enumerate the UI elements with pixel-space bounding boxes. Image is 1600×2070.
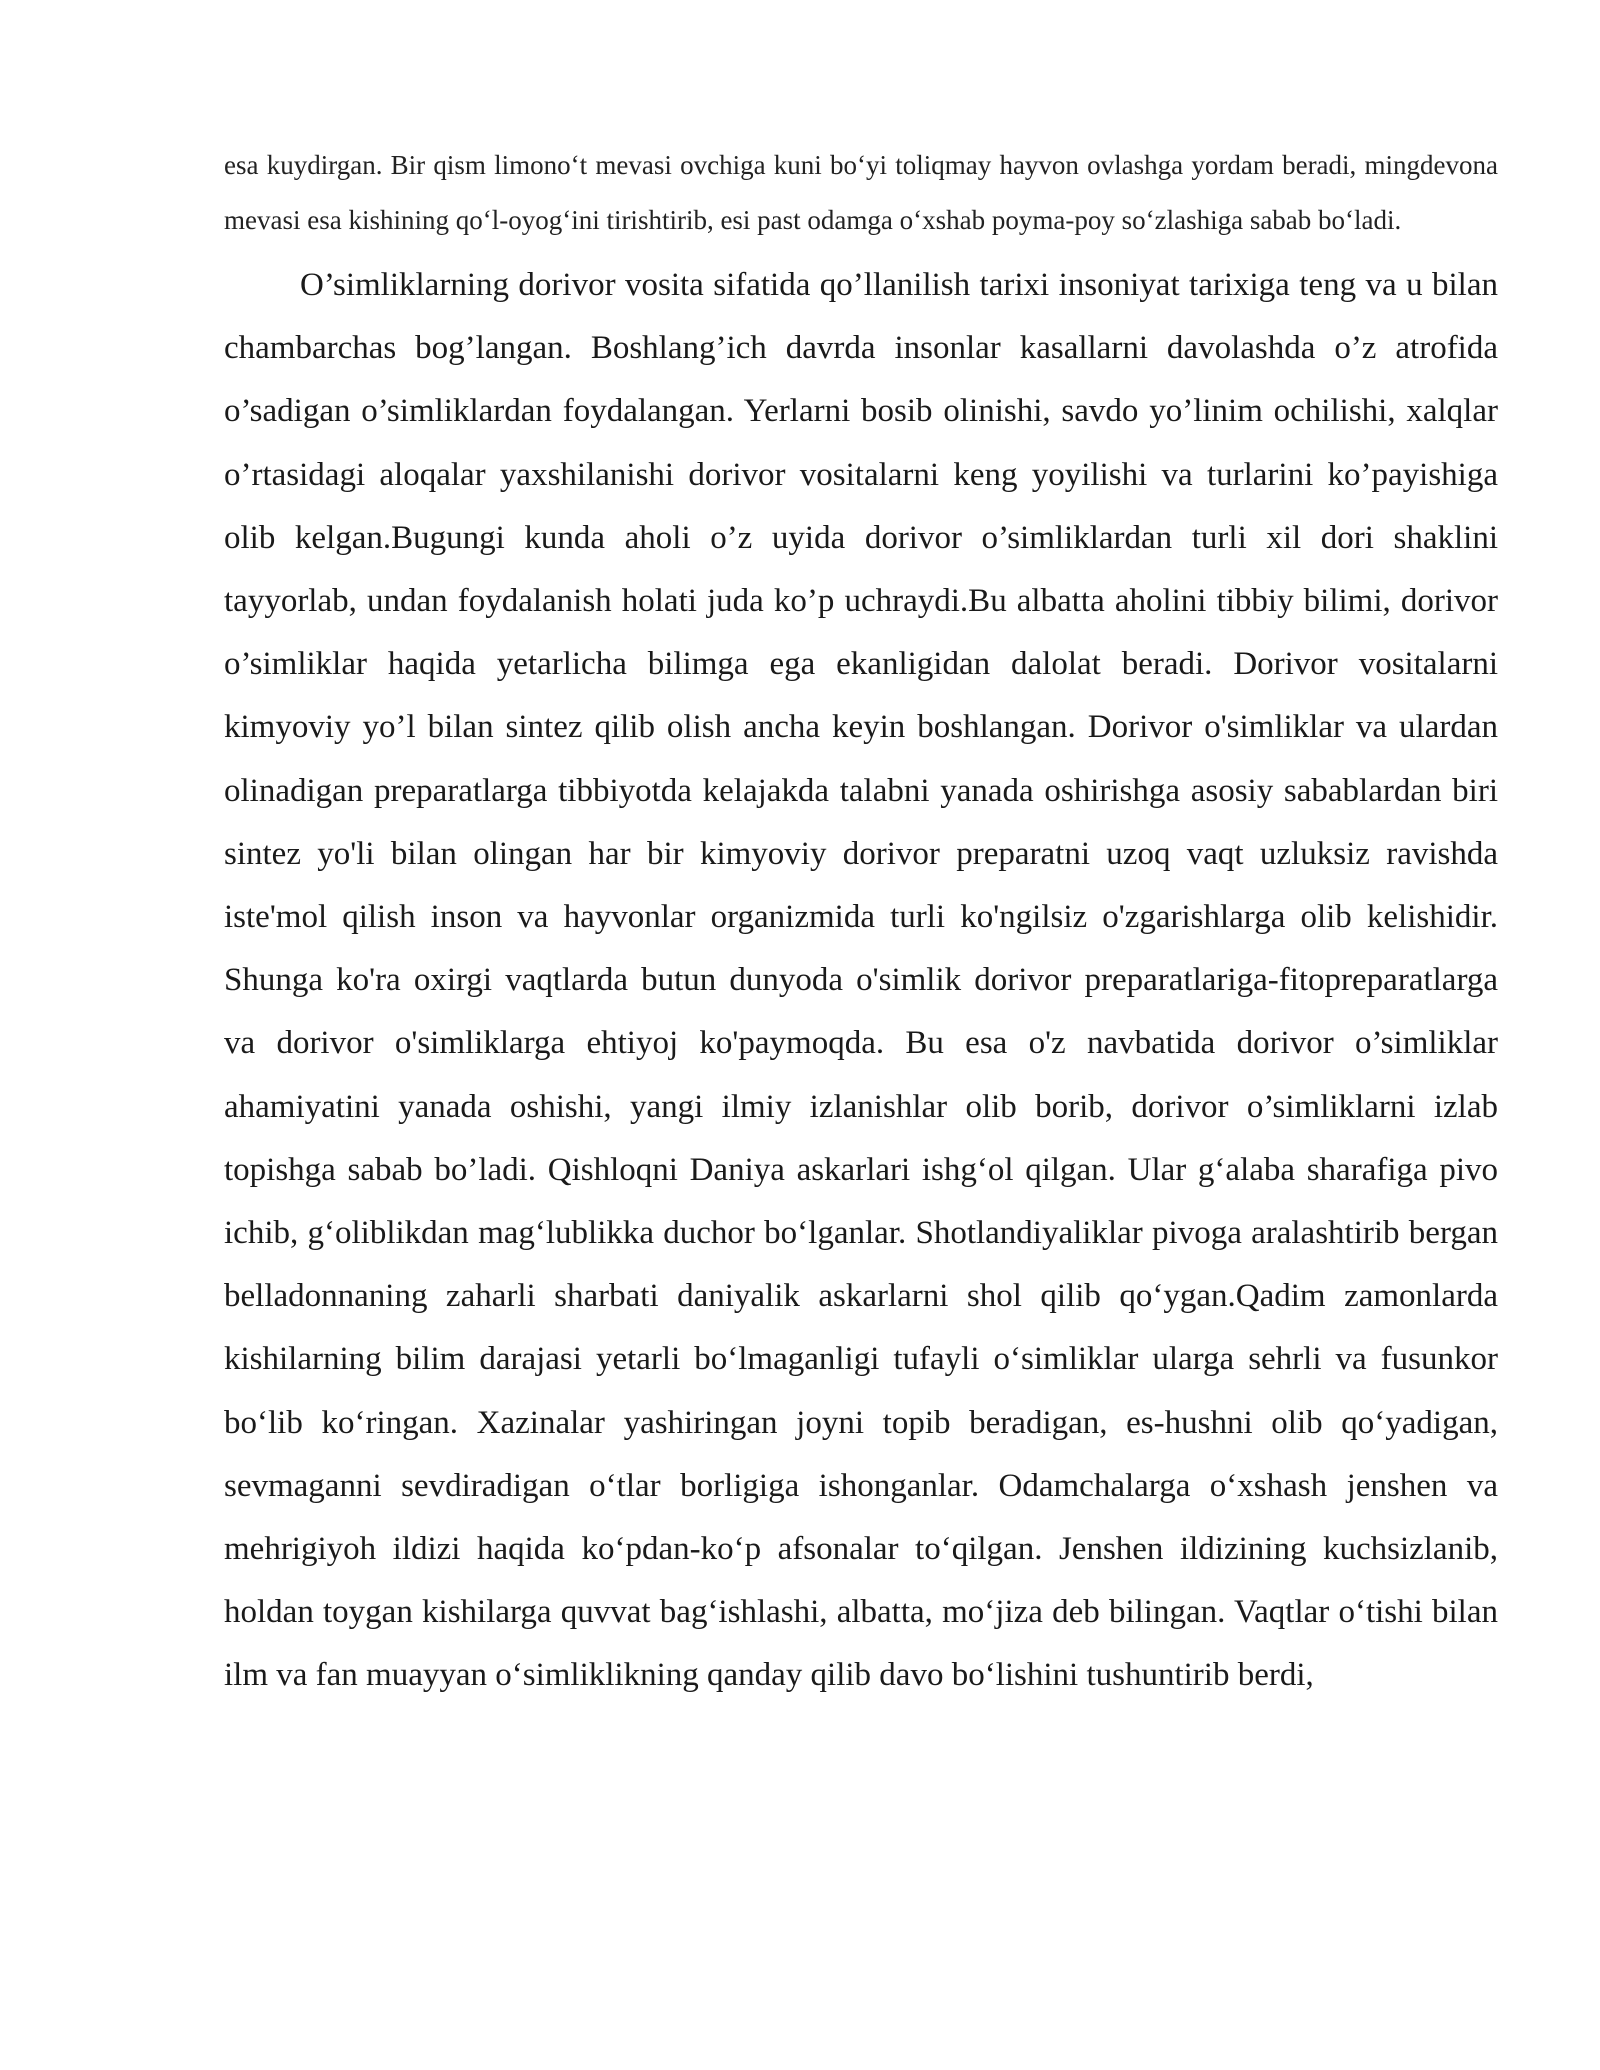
paragraph-main: O’simliklarning dorivor vosita sifatida qo’llanilish tarixi insoniyat tarixiga teng va u bilan chambarchas bog’langan. Boshlang’ich davrda insonlar kasallarni davolashda o’z atrofida o’sadigan o’simliklardan foydalangan. Yerlarni bosib olinishi, savdo yo’linim ochilishi, xalqlar o’rtasidagi aloqalar yaxshilanishi dorivor vositalarni keng yoyilishi va turlarini ko’payishiga olib kelgan.Bugungi kunda aholi o’z uyida dorivor o’simliklardan turli xil dori shaklini tayyorlab, undan foydalanish holati juda ko’p uchraydi.Bu albatta aholini tibbiy bilimi, dorivor o’simliklar haqida yetarlicha bilimga ega ekanligidan dalolat beradi. Dorivor vositalarni kimyoviy yo’l bilan sintez qilib olish ancha keyin boshlangan. Dorivor o'simliklar va ulardan olinadigan preparatlarga tibbiyotda kelajakda talabni yanada oshirishga asosiy sabablardan biri sintez yo'li bilan olingan har bir kimyoviy dorivor preparatni uzoq vaqt uzluksiz ravishda iste'mol qilish inson va hayvonlar organizmida turli ko'ngilsiz o'zgarishlarga olib kelishidir. Shunga ko'ra oxirgi vaqtlarda butun dunyoda o'simlik dorivor preparatlariga-fitopreparatlarga va dorivor o'simliklarga ehtiyoj ko'paymoqda. Bu esa o'z navbatida dorivor o’simliklar ahamiyatini yanada oshishi, yangi ilmiy izlanishlar olib borib, dorivor o’simliklarni izlab topishga sabab bo’ladi. Qishloqni Daniya askarlari ishg‘ol qilgan. Ular g‘alaba sharafiga pivo ichib, g‘oliblikdan mag‘lublikka duchor bo‘lganlar. Shotlandiyaliklar pivoga aralashtirib bergan belladonnaning zaharli sharbati daniyalik askarlarni shol qilib qo‘ygan.Qadim zamonlarda kishilarning bilim darajasi yetarli bo‘lmaganligi tufayli o‘simliklar ularga sehrli va fusunkor bo‘lib ko‘ringan. Xazinalar yashiringan joyni topib beradigan, es-hushni olib qo‘yadigan, sevmaganni sevdiradigan o‘tlar borligiga ishonganlar. Odamchalarga o‘xshash jenshen va mehrigiyoh ildizi haqida ko‘pdan-ko‘p afsonalar to‘qilgan. Jenshen ildizining kuchsizlanib, holdan toygan kishilarga quvvat bag‘ishlashi, albatta, mo‘jiza deb bilingan. Vaqtlar o‘tishi bilan ilm va fan muayyan o‘simliklikning qanday qilib davo bo‘lishini tushuntirib berdi,	[224, 267, 1498, 1694]
document-page	[224, 138, 1498, 1708]
paragraph-intro: esa kuydirgan. Bir qism limono‘t mevasi ovchiga kuni bo‘yi toliqmay hayvon ovlashga yordam beradi, mingdevona mevasi esa kishining qo‘l-oyog‘ini tirishtirib, esi past odamga o‘xshab poyma-poy so‘zlashiga sabab bo‘ladi.	[224, 150, 1498, 235]
